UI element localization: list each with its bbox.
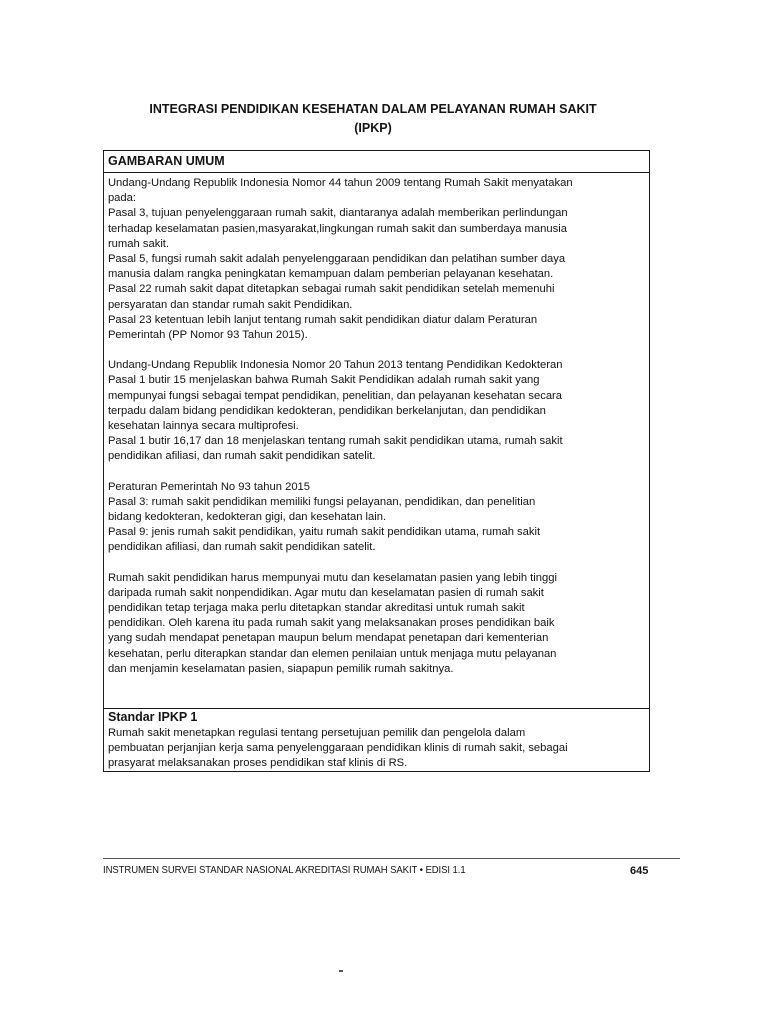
paragraph-block [104, 571, 649, 677]
text-line: kesehatan lainnya secara multiprofesi. [107, 420, 299, 433]
text-line: pendidikan tetap terjaga maka perlu ditetapkan standar akreditasi untuk rumah sakit [107, 602, 525, 615]
gambaran-umum-body [104, 176, 649, 677]
gambaran-umum-header-row [104, 151, 649, 173]
footer-text: INSTRUMEN SURVEI STANDAR NASIONAL AKREDITASI RUMAH SAKIT • EDISI 1.1 [103, 865, 466, 876]
text-line: Pasal 3, tujuan penyelenggaraan rumah sakit, diantaranya adalah memberikan perlindungan [107, 207, 568, 220]
text-line: manusia dalam rangka peningkatan kemampuan dalam pemberian pelayanan kesehatan. [107, 268, 554, 281]
text-line: yang sudah mendapat penetapan maupun belum mendapat penetapan dari kementerian [107, 632, 549, 645]
text-line: pendidikan afiliasi, dan rumah sakit pendidikan satelit. [107, 541, 376, 554]
paragraph-block [104, 176, 649, 343]
page-title-line-2: (IPKP) [354, 121, 392, 135]
text-line: Undang-Undang Republik Indonesia Nomor 44 tahun 2009 tentang Rumah Sakit menyatakan [107, 177, 573, 189]
text-line: Pasal 9: jenis rumah sakit pendidikan, yaitu rumah sakit pendidikan utama, rumah sakit [107, 526, 541, 539]
text-line: Pasal 3: rumah sakit pendidikan memiliki fungsi pelayanan, pendidikan, dan penelitian [107, 495, 536, 508]
standar-ipkp-1-row [104, 709, 649, 773]
footer-divider [103, 858, 680, 859]
page-number: 645 [630, 865, 649, 877]
text-line: Undang-Undang Republik Indonesia Nomor 20 Tahun 2013 tentang Pendidikan Kedokteran [107, 359, 563, 372]
text-line: dan menjamin keselamatan pasien, siapapun pemilik rumah sakitnya. [107, 662, 454, 675]
gambaran-umum-heading: GAMBARAN UMUM [108, 154, 225, 168]
text-line: mempunyai fungsi sebagai tempat pendidikan, penelitian, dan pelayanan kesehatan secara [107, 389, 563, 402]
text-line: rumah sakit. [107, 237, 170, 250]
paragraph-block [104, 358, 649, 464]
text-line: Pasal 22 rumah sakit dapat ditetapkan sebagai rumah sakit pendidikan setelah memenuhi [107, 283, 555, 296]
text-line: Pasal 1 butir 16,17 dan 18 menjelaskan tentang rumah sakit pendidikan utama, rumah sakit [107, 435, 563, 448]
text-line: Pasal 23 ketentuan lebih lanjut tentang rumah sakit pendidikan diatur dalam Peraturan [107, 313, 538, 326]
paragraph-block [104, 480, 649, 556]
text-line: pada: [107, 192, 137, 205]
page-title [100, 100, 646, 138]
text-line: terhadap keselamatan pasien,masyarakat,lingkungan rumah sakit dan sumberdaya manusia [107, 222, 567, 235]
text-line: persyaratan dan standar rumah sakit Pendidikan. [107, 298, 353, 311]
text-line: kesehatan, perlu diterapkan standar dan elemen penilaian untuk menjaga mutu pelayanan [107, 647, 557, 660]
content-table [103, 150, 650, 772]
text-line: Rumah sakit pendidikan harus mempunyai mutu dan keselamatan pasien yang lebih tinggi [107, 571, 558, 584]
scan-speck [339, 970, 343, 972]
standar-ipkp-1-body [104, 726, 649, 772]
gambaran-umum-body-row [104, 173, 649, 709]
text-line: Pemerintah (PP Nomor 93 Tahun 2015). [107, 329, 308, 342]
text-line: bidang kedokteran, kedokteran gigi, dan kesehatan lain. [107, 511, 387, 524]
text-line: Pasal 5, fungsi rumah sakit adalah penyelenggaraan pendidikan dan pelatihan sumber daya [107, 253, 566, 266]
text-line: Rumah sakit menetapkan regulasi tentang persetujuan pemilik dan pengelola dalam [107, 727, 526, 739]
text-line: terpadu dalam bidang pendidikan kedokteran, pendidikan berkelanjutan, dan pendidikan [107, 404, 546, 417]
text-line: Peraturan Pemerintah No 93 tahun 2015 [107, 480, 311, 493]
text-line: pendidikan. Oleh karena itu pada rumah sakit yang melaksanakan proses pendidikan baik [107, 617, 555, 630]
text-line: pendidikan afiliasi, dan rumah sakit pendidikan satelit. [107, 450, 376, 463]
page-title-line-1: INTEGRASI PENDIDIKAN KESEHATAN DALAM PELAYANAN RUMAH SAKIT [149, 102, 597, 116]
standar-ipkp-1-heading: Standar IPKP 1 [108, 710, 198, 724]
text-line: Pasal 1 butir 15 menjelaskan bahwa Rumah Sakit Pendidikan adalah rumah sakit yang [107, 374, 540, 387]
text-line: prasyarat melaksanakan proses pendidikan staf klinis di RS. [107, 757, 408, 770]
text-line: daripada rumah sakit nonpendidikan. Agar mutu dan keselamatan pasien di rumah sakit [107, 586, 544, 599]
text-line: pembuatan perjanjian kerja sama penyelenggaraan pendidikan klinis di rumah sakit, sebagai [107, 742, 568, 755]
